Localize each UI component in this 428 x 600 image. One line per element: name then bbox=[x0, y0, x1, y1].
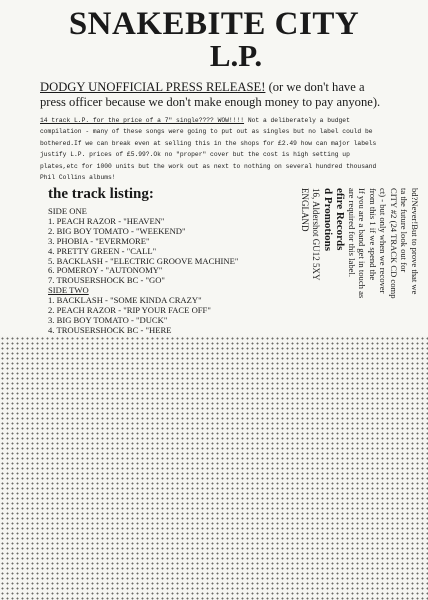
track-item: 1. BACKLASH - "SOME KINDA CRAZY" bbox=[48, 295, 202, 306]
track-listing-heading: the track listing: bbox=[48, 186, 154, 202]
address-line: ENGLAND bbox=[300, 188, 311, 232]
side-two-label: SIDE TWO bbox=[48, 285, 89, 296]
track-item: 5. BACKLASH - "ELECTRIC GROOVE MACHINE" bbox=[48, 255, 239, 266]
track-listing bbox=[48, 207, 278, 336]
halftone-overlay bbox=[0, 336, 428, 600]
track-item: 7. TROUSERSHOCK BC - "GO" bbox=[48, 275, 165, 286]
press-release-intro bbox=[40, 80, 385, 110]
rotated-text-line: If you are a band get in touch as bbox=[357, 188, 368, 299]
rotated-text-line: are required for this label. bbox=[347, 188, 357, 278]
blurb-body: Not a deliberately a budget compilation - many of these songs were going to put out as singles but no label could be bothered.If we can break even at selling this in the shops for £2.49 how can major labels justify L.P. prices of £5.99?.Ok no "proper" cover but the cost is high setting up plates,etc for 1000 units but the work out as next to nothing on several hundred thousand Phil Collins albums! bbox=[40, 117, 377, 182]
press-release-heading: DODGY UNOFFICIAL PRESS RELEASE! bbox=[40, 80, 266, 94]
rotated-text-line: from this 1 if we spend the bbox=[368, 188, 378, 281]
track-item: 6. POMEROY - "AUTONOMY" bbox=[48, 265, 163, 276]
rotated-text-line: CITY #2 (24 TRACK CD comp bbox=[389, 188, 399, 299]
track-item: 3. PHOBIA - "EVERMORE" bbox=[48, 235, 150, 246]
press-release-rest: (or we don't have a press officer because we don't make enough money to pay anyone). bbox=[40, 80, 381, 109]
side-one-label: SIDE ONE bbox=[48, 206, 87, 216]
page-subtitle: L.P. bbox=[209, 38, 263, 73]
page-title: SNAKEBITE CITY bbox=[68, 6, 360, 42]
label-name: d Promotions bbox=[322, 188, 334, 252]
label-name: efire Records bbox=[334, 188, 347, 251]
rotated-text-line: bd?Never!But to prove that we bbox=[410, 188, 420, 295]
track-item: 1. PEACH RAZOR - "HEAVEN" bbox=[48, 215, 165, 226]
rotated-text-line: ta the future look out for bbox=[399, 188, 410, 273]
track-item: 4. TROUSERSHOCK BC - "HERE bbox=[48, 324, 172, 335]
track-item: 2. BIG BOY TOMATO - "WEEKEND" bbox=[48, 225, 186, 236]
blurb-paragraph bbox=[40, 115, 385, 183]
blurb-lead: 14 track L.P. for the price of a 7" single???? WOW!!!! bbox=[40, 117, 245, 124]
rotated-text-line: ct) - but only when we recover bbox=[378, 188, 389, 294]
track-item: 2. PEACH RAZOR - "RIP YOUR FACE OFF" bbox=[48, 305, 211, 316]
track-item: 4. PRETTY GREEN - "CALL" bbox=[48, 245, 157, 256]
address-line: 16, Aldershot GU12 5XY bbox=[311, 188, 322, 281]
track-item: 3. BIG BOY TOMATO - "DUCK" bbox=[48, 314, 168, 325]
